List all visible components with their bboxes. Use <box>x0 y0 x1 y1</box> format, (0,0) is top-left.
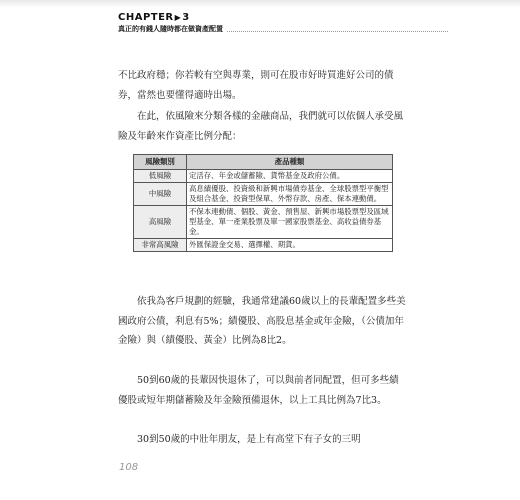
page-number: 108 <box>119 462 139 473</box>
table-row <box>134 170 393 183</box>
products-cell: 定活存、年金或儲蓄險、貨幣基金及政府公債。 <box>187 170 393 183</box>
chapter-subtitle: 真正的有錢人隨時都在做資產配置 <box>118 24 223 33</box>
page-top-shadow <box>0 0 520 8</box>
chapter-label: CHAPTER ▶ 3 <box>118 12 190 23</box>
dotted-rule <box>227 27 448 32</box>
paragraph: 30到50歲的中壯年朋友，是上有高堂下有子女的三明 <box>137 434 361 445</box>
running-header <box>118 12 448 34</box>
risk-level-cell: 低風險 <box>134 170 187 183</box>
risk-level-cell: 非常高風險 <box>134 239 187 252</box>
products-cell: 不保本連動債、個股、黃金、預售屋、新興市場股票型及區域型基金、單一產業股票及單一國家股票基金、高收益債券基金。 <box>187 206 393 239</box>
paragraph: 50到60歲的長輩因快退休了，可以與前者同配置，但可多些績優股或短年期儲蓄險及年金險預備退休，以上工具比例為7比3。 <box>118 375 399 406</box>
table-header-row <box>134 155 393 170</box>
products-cell: 高息績優股、投資級和新興市場債券基金、全球股票型平衡型及組合基金、投資型保單、外幣存款、房產、保本連動債。 <box>187 183 393 206</box>
column-header: 風險類別 <box>134 155 187 170</box>
paragraph: 依我為客戶規劃的經驗，我通常建議60歲以上的長輩配置多些美國政府公債，利息有5%；績優股、高股息基金或年金險，（公債加年金險）與（績優股、黃金）比例為8比2。 <box>118 296 406 346</box>
risk-level-cell: 中風險 <box>134 183 187 206</box>
table-row <box>134 183 393 206</box>
paragraph: 在此，依風險來分類各樣的金融商品，我們就可以依個人承受風險及年齡來作資產比例分配： <box>118 111 404 142</box>
table-row <box>134 206 393 239</box>
paragraph: 不比政府穩；你若較有空與專業，則可在股市好時買進好公司的債券，當然也要懂得適時出場。 <box>118 70 394 101</box>
triangle-icon: ▶ <box>174 13 182 22</box>
risk-level-cell: 高風險 <box>134 206 187 239</box>
table-row <box>134 239 393 252</box>
column-header: 產品種類 <box>187 155 393 170</box>
risk-table <box>133 154 393 252</box>
products-cell: 外匯保證金交易、選擇權、期貨。 <box>187 239 393 252</box>
